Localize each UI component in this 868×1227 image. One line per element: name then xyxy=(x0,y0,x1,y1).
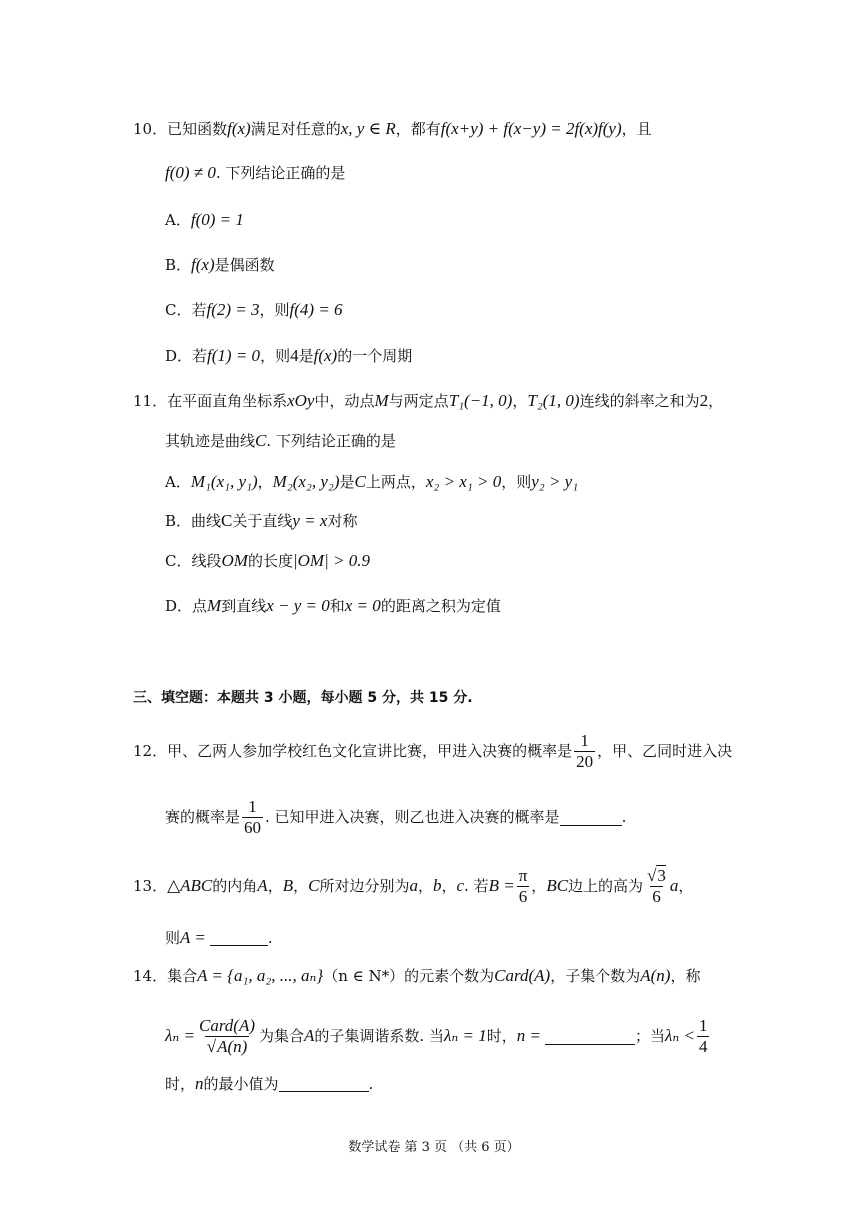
text: 边上的高为 xyxy=(568,877,644,895)
math: A xyxy=(257,876,268,895)
text: 上两点， xyxy=(365,473,426,491)
fraction-pi-6 xyxy=(517,866,530,907)
text: 是偶函数 xyxy=(214,256,275,274)
option-label: D．点 xyxy=(165,597,208,615)
math: C xyxy=(221,511,233,530)
text: 则 xyxy=(165,929,181,947)
q12-line1 xyxy=(133,726,732,776)
math: f(0) = 1 xyxy=(190,210,244,229)
math: M₂(x₂, y₂) xyxy=(272,472,340,491)
option-label: C．若 xyxy=(165,301,207,319)
math: A xyxy=(304,1026,315,1045)
math-xy: x, y ∈ R xyxy=(340,119,396,138)
text: 赛的概率是 xyxy=(165,808,241,826)
text: 连线的斜率之和为 xyxy=(579,392,700,410)
math: M xyxy=(374,391,389,410)
math: C xyxy=(308,876,320,895)
q14-line2 xyxy=(165,1008,711,1064)
text: ；当 xyxy=(634,1027,665,1045)
text: ， xyxy=(512,392,528,410)
text: 对称 xyxy=(327,512,358,530)
q12-line2 xyxy=(165,792,626,842)
text: ，则 xyxy=(259,301,290,319)
q11-option-a xyxy=(165,471,578,493)
text: （n ∈ N*） xyxy=(323,967,405,985)
numerator: π xyxy=(518,865,528,885)
q13-number: 13． xyxy=(133,877,168,895)
text: 时， xyxy=(165,1075,196,1093)
q11-option-c xyxy=(165,550,370,572)
numerator: √3 xyxy=(647,865,666,885)
q11-number: 11． xyxy=(133,392,168,410)
denominator: 60 xyxy=(244,817,262,837)
fraction-1-4 xyxy=(697,1016,710,1057)
text: . 下列结论正确的是 xyxy=(215,164,346,182)
fraction-card-sqrt xyxy=(197,1016,257,1057)
option-label: D．若 xyxy=(165,347,208,365)
math: f(2) = 3 xyxy=(206,300,260,319)
q11-line1 xyxy=(133,390,723,412)
text: 是 xyxy=(298,347,314,365)
text: 的最小值为 xyxy=(203,1075,279,1093)
text: ，则 xyxy=(501,473,532,491)
numerator: 1 xyxy=(580,730,589,750)
denominator: 4 xyxy=(698,1036,708,1056)
math: A(n) xyxy=(640,966,671,985)
text: 的内角 xyxy=(212,877,258,895)
text: 的一个周期 xyxy=(337,347,413,365)
text: 是 xyxy=(339,473,355,491)
text: 到直线 xyxy=(221,597,267,615)
math: f(x) xyxy=(313,346,338,365)
text: ， xyxy=(293,877,309,895)
math: M₁(x₁, y₁) xyxy=(190,472,258,491)
text: ，甲、乙同时进入决 xyxy=(597,742,733,760)
text: ，则 xyxy=(260,347,291,365)
text: ， xyxy=(531,877,547,895)
radicand: A(n) xyxy=(217,1036,248,1056)
math: f(4) = 6 xyxy=(289,300,343,319)
math: a xyxy=(669,876,679,895)
text: 中，动点 xyxy=(314,392,375,410)
text: 的元素个数为 xyxy=(404,967,495,985)
numerator: 1 xyxy=(248,796,257,816)
math: λₙ = xyxy=(165,1026,195,1045)
option-label: A． xyxy=(165,473,191,491)
math: |OM| > 0.9 xyxy=(292,551,370,570)
text: 时， xyxy=(486,1027,517,1045)
denominator: 6 xyxy=(518,886,528,906)
math: △ABC xyxy=(167,876,213,895)
math: B xyxy=(282,876,294,895)
math: x − y = 0 xyxy=(266,596,330,615)
q13-line2 xyxy=(165,927,273,949)
radicand: 3 xyxy=(657,865,666,885)
answer-blank[interactable] xyxy=(560,809,622,826)
math: B = xyxy=(488,876,515,895)
fraction-sqrt3-6 xyxy=(645,866,668,907)
math: x₂ > x₁ > 0 xyxy=(425,472,502,491)
text: ， xyxy=(441,877,457,895)
math: b xyxy=(432,876,442,895)
answer-blank[interactable] xyxy=(545,1028,635,1045)
math: 2 xyxy=(699,391,709,410)
denominator: 6 xyxy=(652,886,661,906)
q11-option-b xyxy=(165,510,357,532)
math: f(x) xyxy=(191,255,215,274)
text: ， xyxy=(257,473,273,491)
math: xOy xyxy=(287,391,315,410)
math: C xyxy=(255,431,267,450)
option-label: B． xyxy=(165,256,192,274)
text: ，子集个数为 xyxy=(550,967,641,985)
text: . xyxy=(621,808,627,826)
option-label: C．线段 xyxy=(165,552,222,570)
q13-line1 xyxy=(133,860,693,912)
math: λₙ = 1 xyxy=(443,1026,487,1045)
text: 集合 xyxy=(167,967,198,985)
math: C xyxy=(354,472,366,491)
math: a xyxy=(409,876,418,895)
text: . xyxy=(267,929,273,947)
section-heading: 三、填空题：本题共 3 小题，每小题 5 分，共 15 分. xyxy=(133,690,473,706)
numerator: Card(A) xyxy=(198,1015,256,1035)
math: Card(A) xyxy=(494,966,551,985)
option-label: B．曲线 xyxy=(165,512,222,530)
text: ， xyxy=(708,392,724,410)
math: A = {a₁, a₂, ..., aₙ} xyxy=(197,966,324,985)
text: ， xyxy=(267,877,283,895)
denominator: √A(n) xyxy=(206,1036,248,1056)
math: y = x xyxy=(292,511,328,530)
text: 已知函数 xyxy=(167,120,228,138)
math: c xyxy=(456,876,465,895)
q12-number: 12． xyxy=(133,742,168,760)
text: 满足对任意的 xyxy=(250,120,341,138)
denominator: 20 xyxy=(576,751,594,771)
math: λₙ < xyxy=(664,1026,695,1045)
math-fx: f(x) xyxy=(227,119,251,138)
math: T₁(−1, 0) xyxy=(448,391,513,410)
text: 关于直线 xyxy=(232,512,293,530)
q10-option-d xyxy=(165,345,412,367)
answer-blank[interactable] xyxy=(210,929,268,946)
text: . xyxy=(368,1075,374,1093)
math: x = 0 xyxy=(344,596,381,615)
math: OM xyxy=(221,551,248,570)
fraction-1-60 xyxy=(242,797,263,838)
text: 的距离之积为定值 xyxy=(380,597,501,615)
text: 在平面直角坐标系 xyxy=(167,392,288,410)
text: 和 xyxy=(329,597,345,615)
text: ，都有 xyxy=(395,120,441,138)
text: ，且 xyxy=(621,120,652,138)
q14-number: 14． xyxy=(133,967,168,985)
text: . 已知甲进入决赛，则乙也进入决赛的概率是 xyxy=(265,808,560,826)
q10-line1 xyxy=(133,118,652,140)
text: 所对边分别为 xyxy=(319,877,410,895)
math: 4 xyxy=(290,346,299,365)
text: ， xyxy=(417,877,433,895)
text: 与两定点 xyxy=(388,392,449,410)
text: 的长度 xyxy=(247,552,293,570)
text: . 若 xyxy=(464,877,489,895)
text: 其轨迹是曲线 xyxy=(165,432,256,450)
answer-blank[interactable] xyxy=(279,1075,369,1092)
math: BC xyxy=(546,876,569,895)
q10-option-a xyxy=(165,209,244,231)
q10-option-c xyxy=(165,299,343,321)
q10-option-b xyxy=(165,254,275,276)
page-footer: 数学试卷 第 3 页 （共 6 页） xyxy=(348,1140,520,1155)
math: n xyxy=(195,1074,204,1093)
fraction-1-20 xyxy=(574,731,595,772)
q11-option-d xyxy=(165,595,501,617)
q10-line2 xyxy=(165,162,345,184)
text: ， xyxy=(678,877,694,895)
q11-line2 xyxy=(165,430,396,452)
math: T₂(1, 0) xyxy=(527,391,580,410)
option-label: A． xyxy=(165,211,191,229)
math-condition: f(0) ≠ 0 xyxy=(165,163,216,182)
math: M xyxy=(207,596,222,615)
math: f(1) = 0 xyxy=(207,346,261,365)
numerator: 1 xyxy=(698,1015,708,1035)
q10-number: 10． xyxy=(133,120,168,138)
math: n = xyxy=(516,1026,541,1045)
q14-line1 xyxy=(133,965,700,987)
text: 的子集调谐系数. 当 xyxy=(314,1027,444,1045)
text: . 下列结论正确的是 xyxy=(266,432,396,450)
math-equation: f(x+y) + f(x−y) = 2f(x)f(y) xyxy=(440,119,622,138)
math: A = xyxy=(180,928,206,947)
text: 甲、乙两人参加学校红色文化宣讲比赛，甲进入决赛的概率是 xyxy=(167,742,573,760)
text: 为集合 xyxy=(259,1027,305,1045)
math: y₂ > y₁ xyxy=(531,472,579,491)
q14-line3 xyxy=(165,1073,373,1095)
text: ，称 xyxy=(670,967,701,985)
